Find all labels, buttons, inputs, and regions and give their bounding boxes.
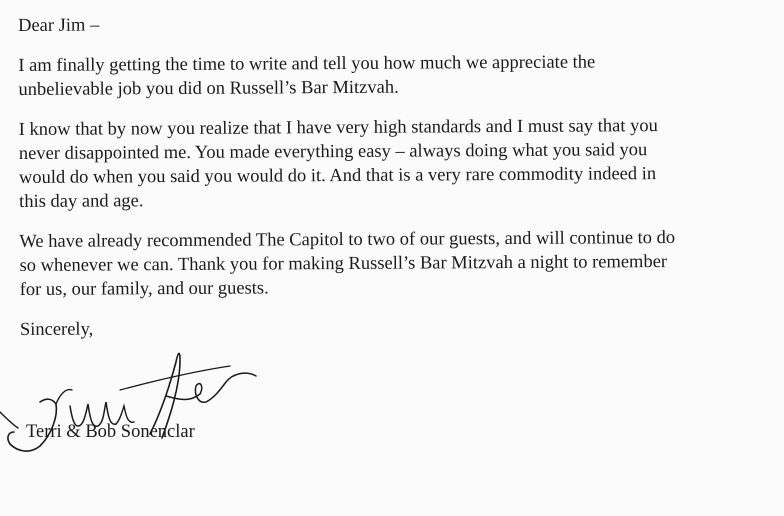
paragraph-line: unbelievable job you did on Russell’s Bar Mitzvah. (18, 77, 399, 100)
paragraph-line: We have already recommended The Capitol to two of our guests, and will continue to do (19, 227, 676, 252)
paragraph-line: never disappointed me. You made everything easy – always doing what you said you (18, 140, 648, 164)
paragraph-3 (19, 225, 769, 302)
salutation: Dear Jim – (18, 15, 100, 36)
paragraph-2 (19, 113, 770, 214)
paragraph-line: I am finally getting the time to write and tell you how much we appreciate the (18, 52, 596, 76)
closing: Sincerely, (19, 319, 94, 340)
paragraph-line: I know that by now you realize that I have very high standards and I must say that you (18, 116, 658, 140)
handwritten-signature (0, 342, 260, 462)
signer-names: Terri & Bob Sonenclar (26, 422, 195, 442)
paragraph-1 (18, 49, 768, 102)
paragraph-line: so whenever we can. Thank you for making Russell’s Bar Mitzvah a night to remember (19, 252, 668, 276)
letter-body (18, 9, 770, 342)
paragraph-line: would do when you said you would do it. And that is a very rare commodity indeed in (18, 164, 657, 188)
paragraph-line: this day and age. (19, 191, 144, 212)
paragraph-line: for us, our family, and our guests. (19, 278, 269, 300)
